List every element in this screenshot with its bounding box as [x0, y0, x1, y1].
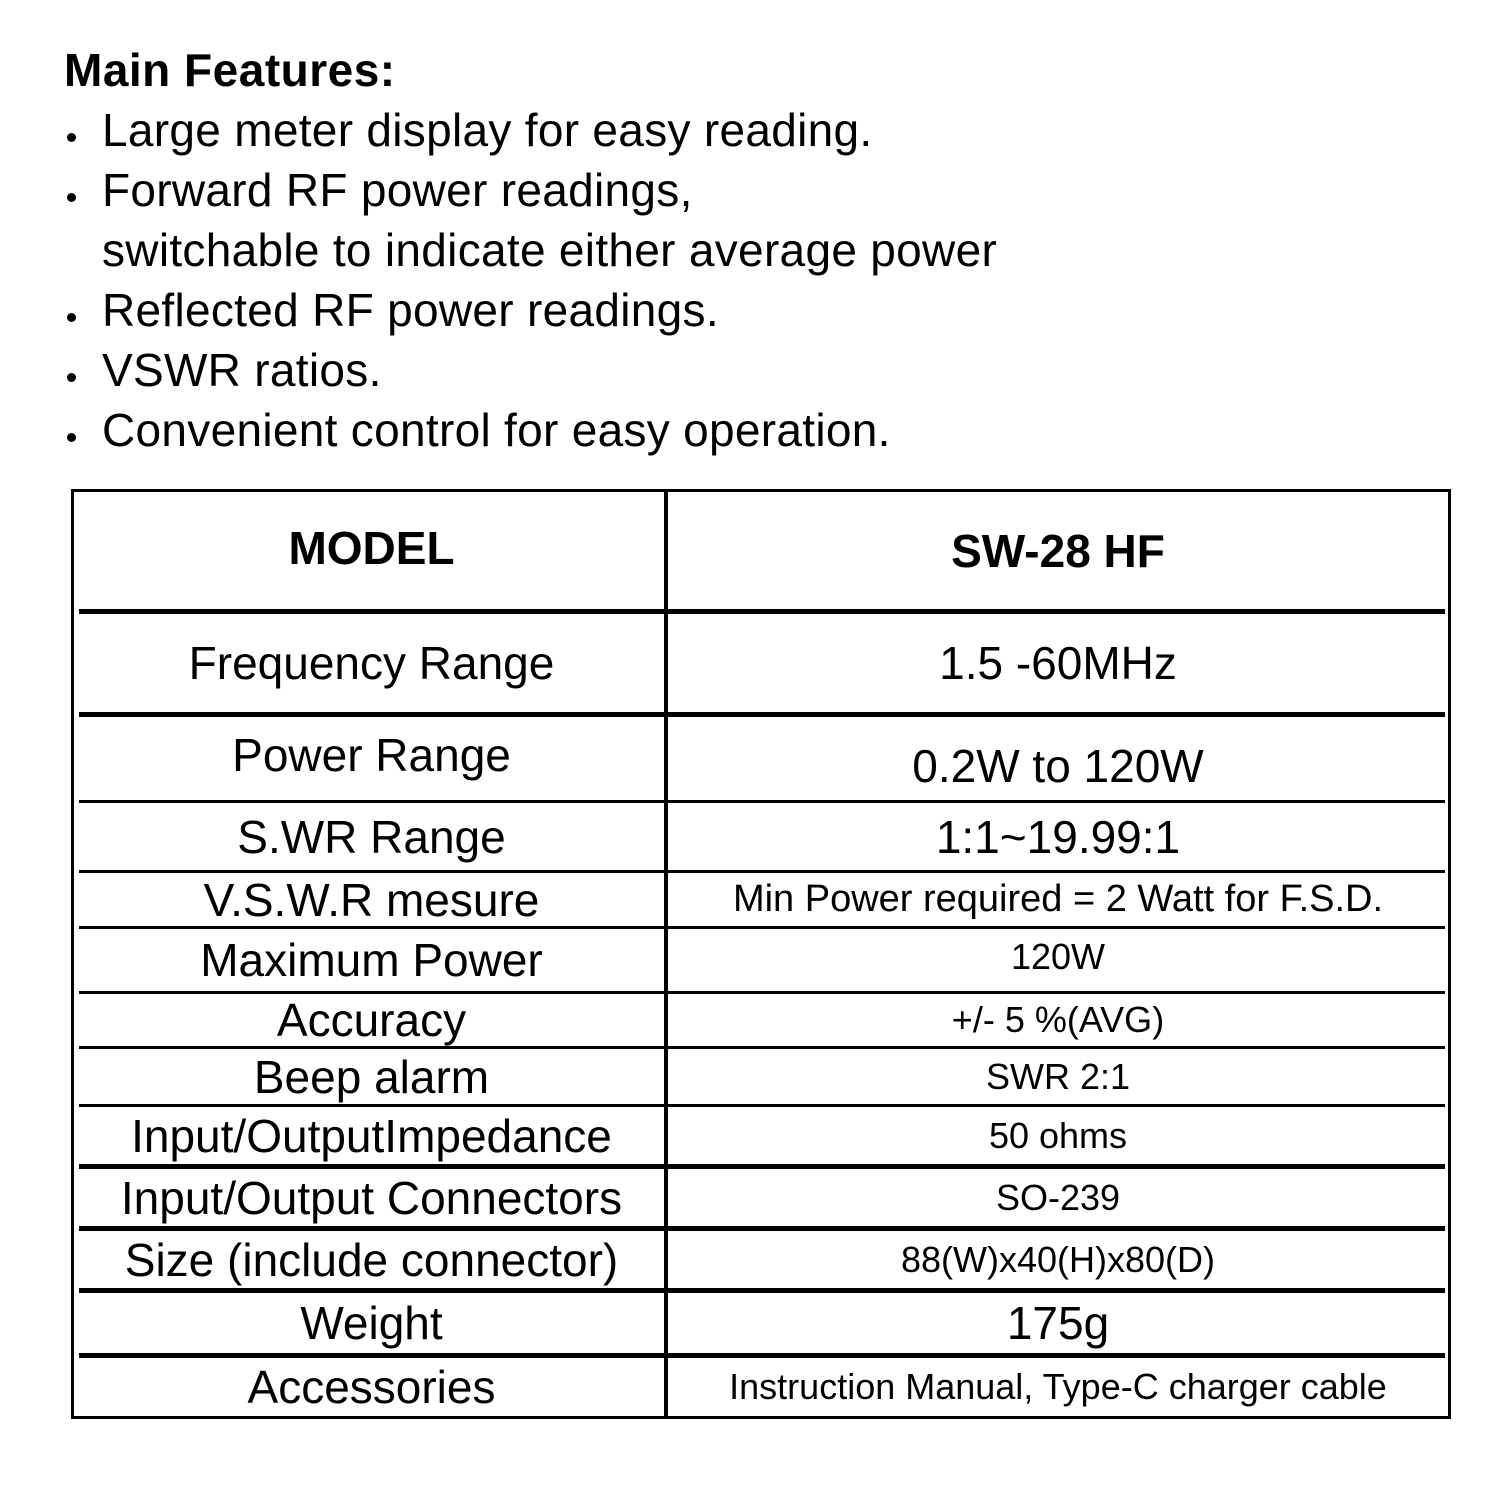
feature-text: Reflected RF power readings. — [102, 284, 719, 336]
row-value: 50 ohms — [988, 1114, 1128, 1156]
row-label: Beep alarm — [253, 1050, 490, 1103]
row-value: 0.2W to 120W — [912, 739, 1204, 792]
row-value: SWR 2:1 — [985, 1055, 1131, 1097]
feature-item — [64, 400, 1464, 460]
feature-item — [64, 340, 1464, 400]
table-row — [79, 1358, 1445, 1416]
feature-text: Convenient control for easy operation. — [102, 404, 891, 456]
table-row — [79, 873, 1445, 929]
row-value: 88(W)x40(H)x80(D) — [900, 1238, 1216, 1280]
model-header-value: SW-28 HF — [951, 524, 1165, 577]
row-label: Frequency Range — [188, 637, 555, 689]
row-label: Weight — [300, 1297, 443, 1349]
table-row — [79, 1107, 1445, 1169]
bullet-icon — [67, 433, 76, 442]
row-value: 120W — [1010, 936, 1106, 977]
feature-text: VSWR ratios. — [102, 344, 382, 396]
feature-text-continued: switchable to indicate either average power — [102, 224, 998, 276]
feature-item — [64, 100, 1464, 160]
table-row — [79, 614, 1445, 717]
row-value: Min Power required = 2 Watt for F.S.D. — [732, 878, 1384, 920]
row-value: 1:1~19.99:1 — [935, 810, 1181, 863]
feature-item — [64, 160, 1464, 280]
bullet-icon — [67, 193, 76, 202]
feature-item — [64, 280, 1464, 340]
features-title: Main Features: — [64, 44, 396, 96]
row-value: 175g — [1006, 1297, 1110, 1349]
table-row — [79, 1293, 1445, 1358]
row-value: +/- 5 %(AVG) — [951, 999, 1165, 1040]
row-label: Accuracy — [276, 994, 467, 1046]
row-value: 1.5 -60MHz — [939, 637, 1177, 689]
bullet-icon — [67, 133, 76, 142]
row-label: Input/Output Connectors — [120, 1171, 623, 1224]
table-row — [79, 1049, 1445, 1107]
table-row — [79, 1169, 1445, 1231]
table-row — [79, 1231, 1445, 1293]
row-label: Input/OutputImpedance — [131, 1109, 612, 1162]
table-row — [79, 717, 1445, 803]
table-row — [79, 929, 1445, 994]
spec-table — [71, 489, 1451, 1419]
row-label: Size (include connector) — [124, 1233, 619, 1286]
table-row — [79, 803, 1445, 873]
row-label: Accessories — [247, 1361, 496, 1413]
bullet-icon — [67, 313, 76, 322]
row-label: V.S.W.R mesure — [203, 873, 540, 926]
bullet-icon — [67, 373, 76, 382]
feature-text: Large meter display for easy reading. — [102, 104, 873, 156]
row-label: Maximum Power — [200, 934, 543, 986]
main-features — [64, 40, 1464, 460]
row-value: Instruction Manual, Type-C charger cable — [729, 1366, 1387, 1407]
row-label: Power Range — [232, 728, 511, 781]
features-list — [64, 100, 1464, 460]
model-header-label: MODEL — [288, 521, 455, 574]
feature-text: Forward RF power readings, — [102, 164, 693, 216]
row-value: SO-239 — [995, 1176, 1121, 1218]
row-label: S.WR Range — [237, 810, 506, 863]
table-header-row — [79, 492, 1445, 614]
table-row — [79, 994, 1445, 1049]
